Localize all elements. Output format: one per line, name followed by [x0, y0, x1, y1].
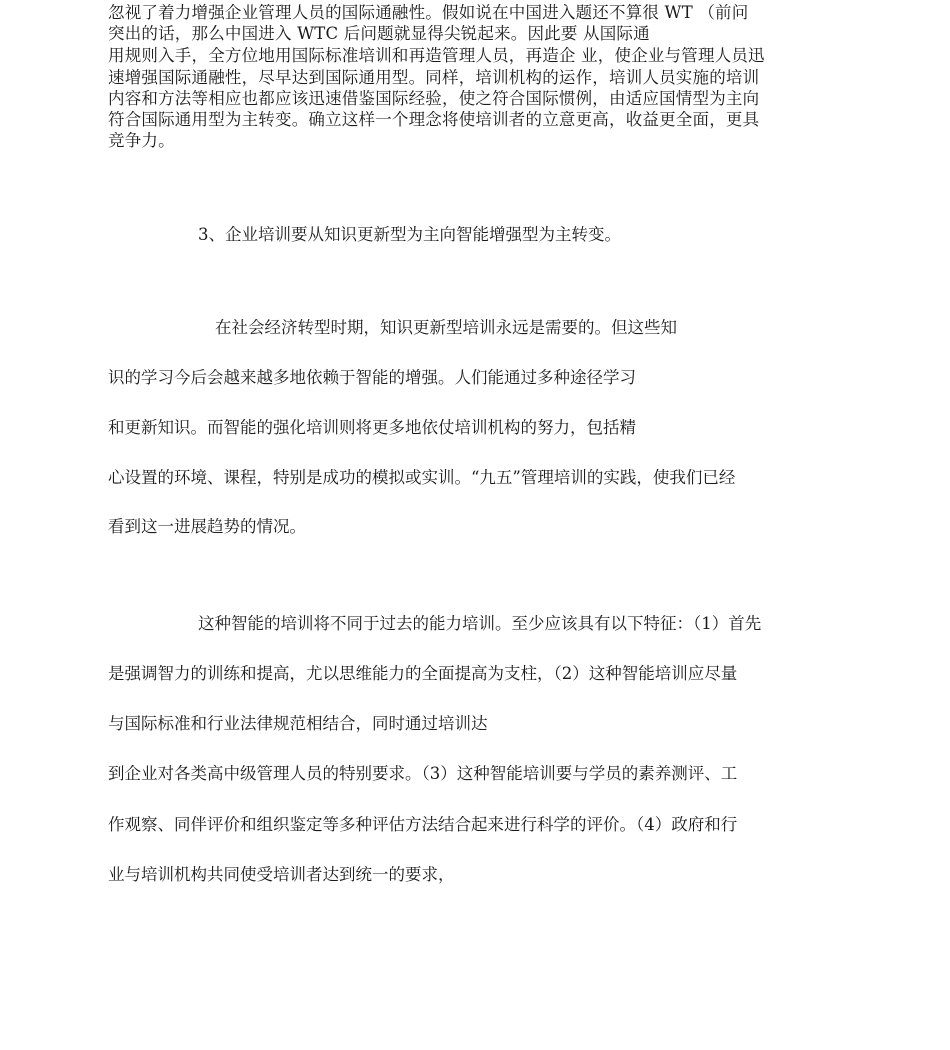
- text-line: 看到这一进展趋势的情况。: [108, 517, 306, 536]
- text-line: 内容和方法等相应也都应该迅速借鉴国际经验，使之符合国际惯例，由适应国情型为主向: [108, 89, 760, 108]
- text-line: 作观察、同伴评价和组织鉴定等多种评估方法结合起来进行科学的评价。（4）政府和行: [108, 815, 738, 834]
- text-line: 忽视了着力增强企业管理人员的国际通融性。假如说在中国进入题还不算很 WT （前问: [108, 3, 749, 22]
- text-line: 业与培训机构共同使受培训者达到统一的要求，: [108, 865, 455, 884]
- text-line: 速增强国际通融性，尽早达到国际通用型。同样，培训机构的运作，培训人员实施的培训: [108, 68, 760, 87]
- section-heading: 3、企业培训要从知识更新型为主向智能增强型为主转变。: [198, 225, 621, 244]
- text-line: 用规则入手，全方位地用国际标准培训和再造管理人员，再造企 业，使企业与管理人员迅: [108, 46, 765, 65]
- text-line: 识的学习今后会越来越多地依赖于智能的增强。人们能通过多种途径学习: [108, 368, 636, 387]
- text-line: 心设置的环境、课程，特别是成功的模拟或实训。“九五”管理培训的实践，使我们已经: [108, 468, 736, 487]
- text-line: 是强调智力的训练和提高，尤以思维能力的全面提高为支柱，（2）这种智能培训应尽量: [108, 664, 738, 683]
- text-line: 符合国际通用型为主转变。确立这样一个理念将使培训者的立意更高，收益更全面，更具: [108, 110, 760, 129]
- text-line: 这种智能的培训将不同于过去的能力培训。至少应该具有以下特征：（1）首先: [198, 614, 762, 633]
- text-line: 竞争力。: [108, 131, 175, 150]
- text-line: 和更新知识。而智能的强化培训则将更多地依仗培训机构的努力，包括精: [108, 418, 636, 437]
- text-line: 与国际标准和行业法律规范相结合，同时通过培训达: [108, 714, 488, 733]
- text-line: 突出的话，那么中国进入 WTC 后问题就显得尖锐起来。因此要 从国际通: [108, 24, 650, 43]
- text-line: 在社会经济转型时期，知识更新型培训永远是需要的。但这些知: [215, 318, 677, 337]
- text-line: 到企业对各类高中级管理人员的特别要求。（3）这种智能培训要与学员的素养测评、工: [108, 764, 738, 783]
